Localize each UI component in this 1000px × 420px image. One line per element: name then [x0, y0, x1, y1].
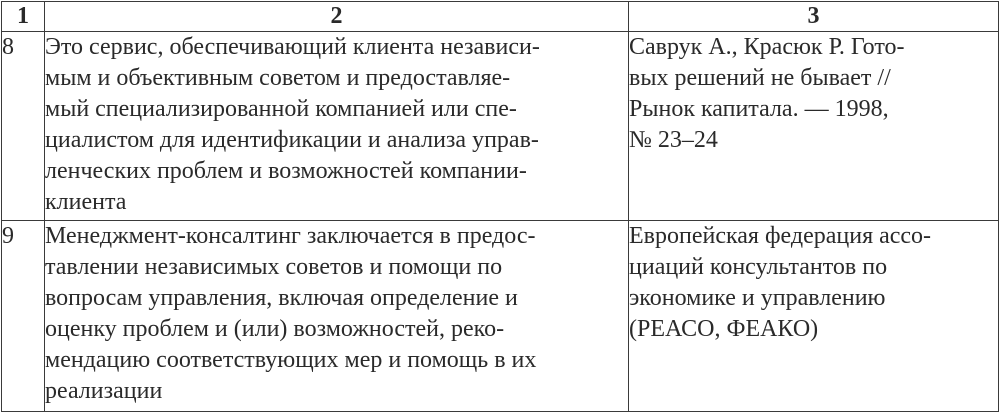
definition-line: вопросам управления, включая определение и [45, 285, 518, 311]
definition-line: мендацию соответствующих мер и помощь в их [45, 347, 537, 373]
header-row [2, 2, 999, 32]
source-line: (РЕАСО, ФЕАКО) [629, 316, 819, 342]
source-cell [629, 32, 999, 221]
definition-line: оценку проблем и (или) возможностей, реко- [45, 316, 505, 342]
table-row [2, 221, 999, 412]
definition-line: мый специализированной компанией или спе- [45, 96, 517, 122]
source-line: вых решений не бывает // [629, 65, 891, 91]
definition-cell [45, 221, 629, 412]
source-line: циаций консультантов по [629, 254, 888, 280]
header-col-3: 3 [629, 2, 999, 32]
header-col-1: 1 [2, 2, 45, 32]
definition-cell [45, 32, 629, 221]
source-line: Европейская федерация ассо- [629, 223, 932, 249]
definition-line: циалистом для идентификации и анализа управ- [45, 127, 539, 153]
source-line: № 23–24 [629, 127, 718, 153]
source-line: Рынок капитала. — 1998, [629, 96, 889, 122]
row-number: 8 [2, 32, 45, 221]
definition-line: Менеджмент-консалтинг заключается в предос- [45, 223, 536, 249]
definition-line: реализации [45, 378, 163, 404]
source-cell [629, 221, 999, 412]
source-line: Саврук А., Красюк Р. Гото- [629, 34, 905, 60]
definition-line: Это сервис, обеспечивающий клиента независи- [45, 34, 540, 60]
definition-line: тавлении независимых советов и помощи по [45, 254, 503, 280]
definition-line: ленческих проблем и возможностей компании- [45, 158, 527, 184]
definition-line: клиента [45, 189, 127, 215]
table-row [2, 32, 999, 221]
definition-line: мым и объективным советом и предоставляе- [45, 65, 511, 91]
source-line: экономике и управлению [629, 285, 886, 311]
row-number: 9 [2, 221, 45, 412]
header-col-2: 2 [45, 2, 629, 32]
definitions-table [1, 1, 999, 412]
